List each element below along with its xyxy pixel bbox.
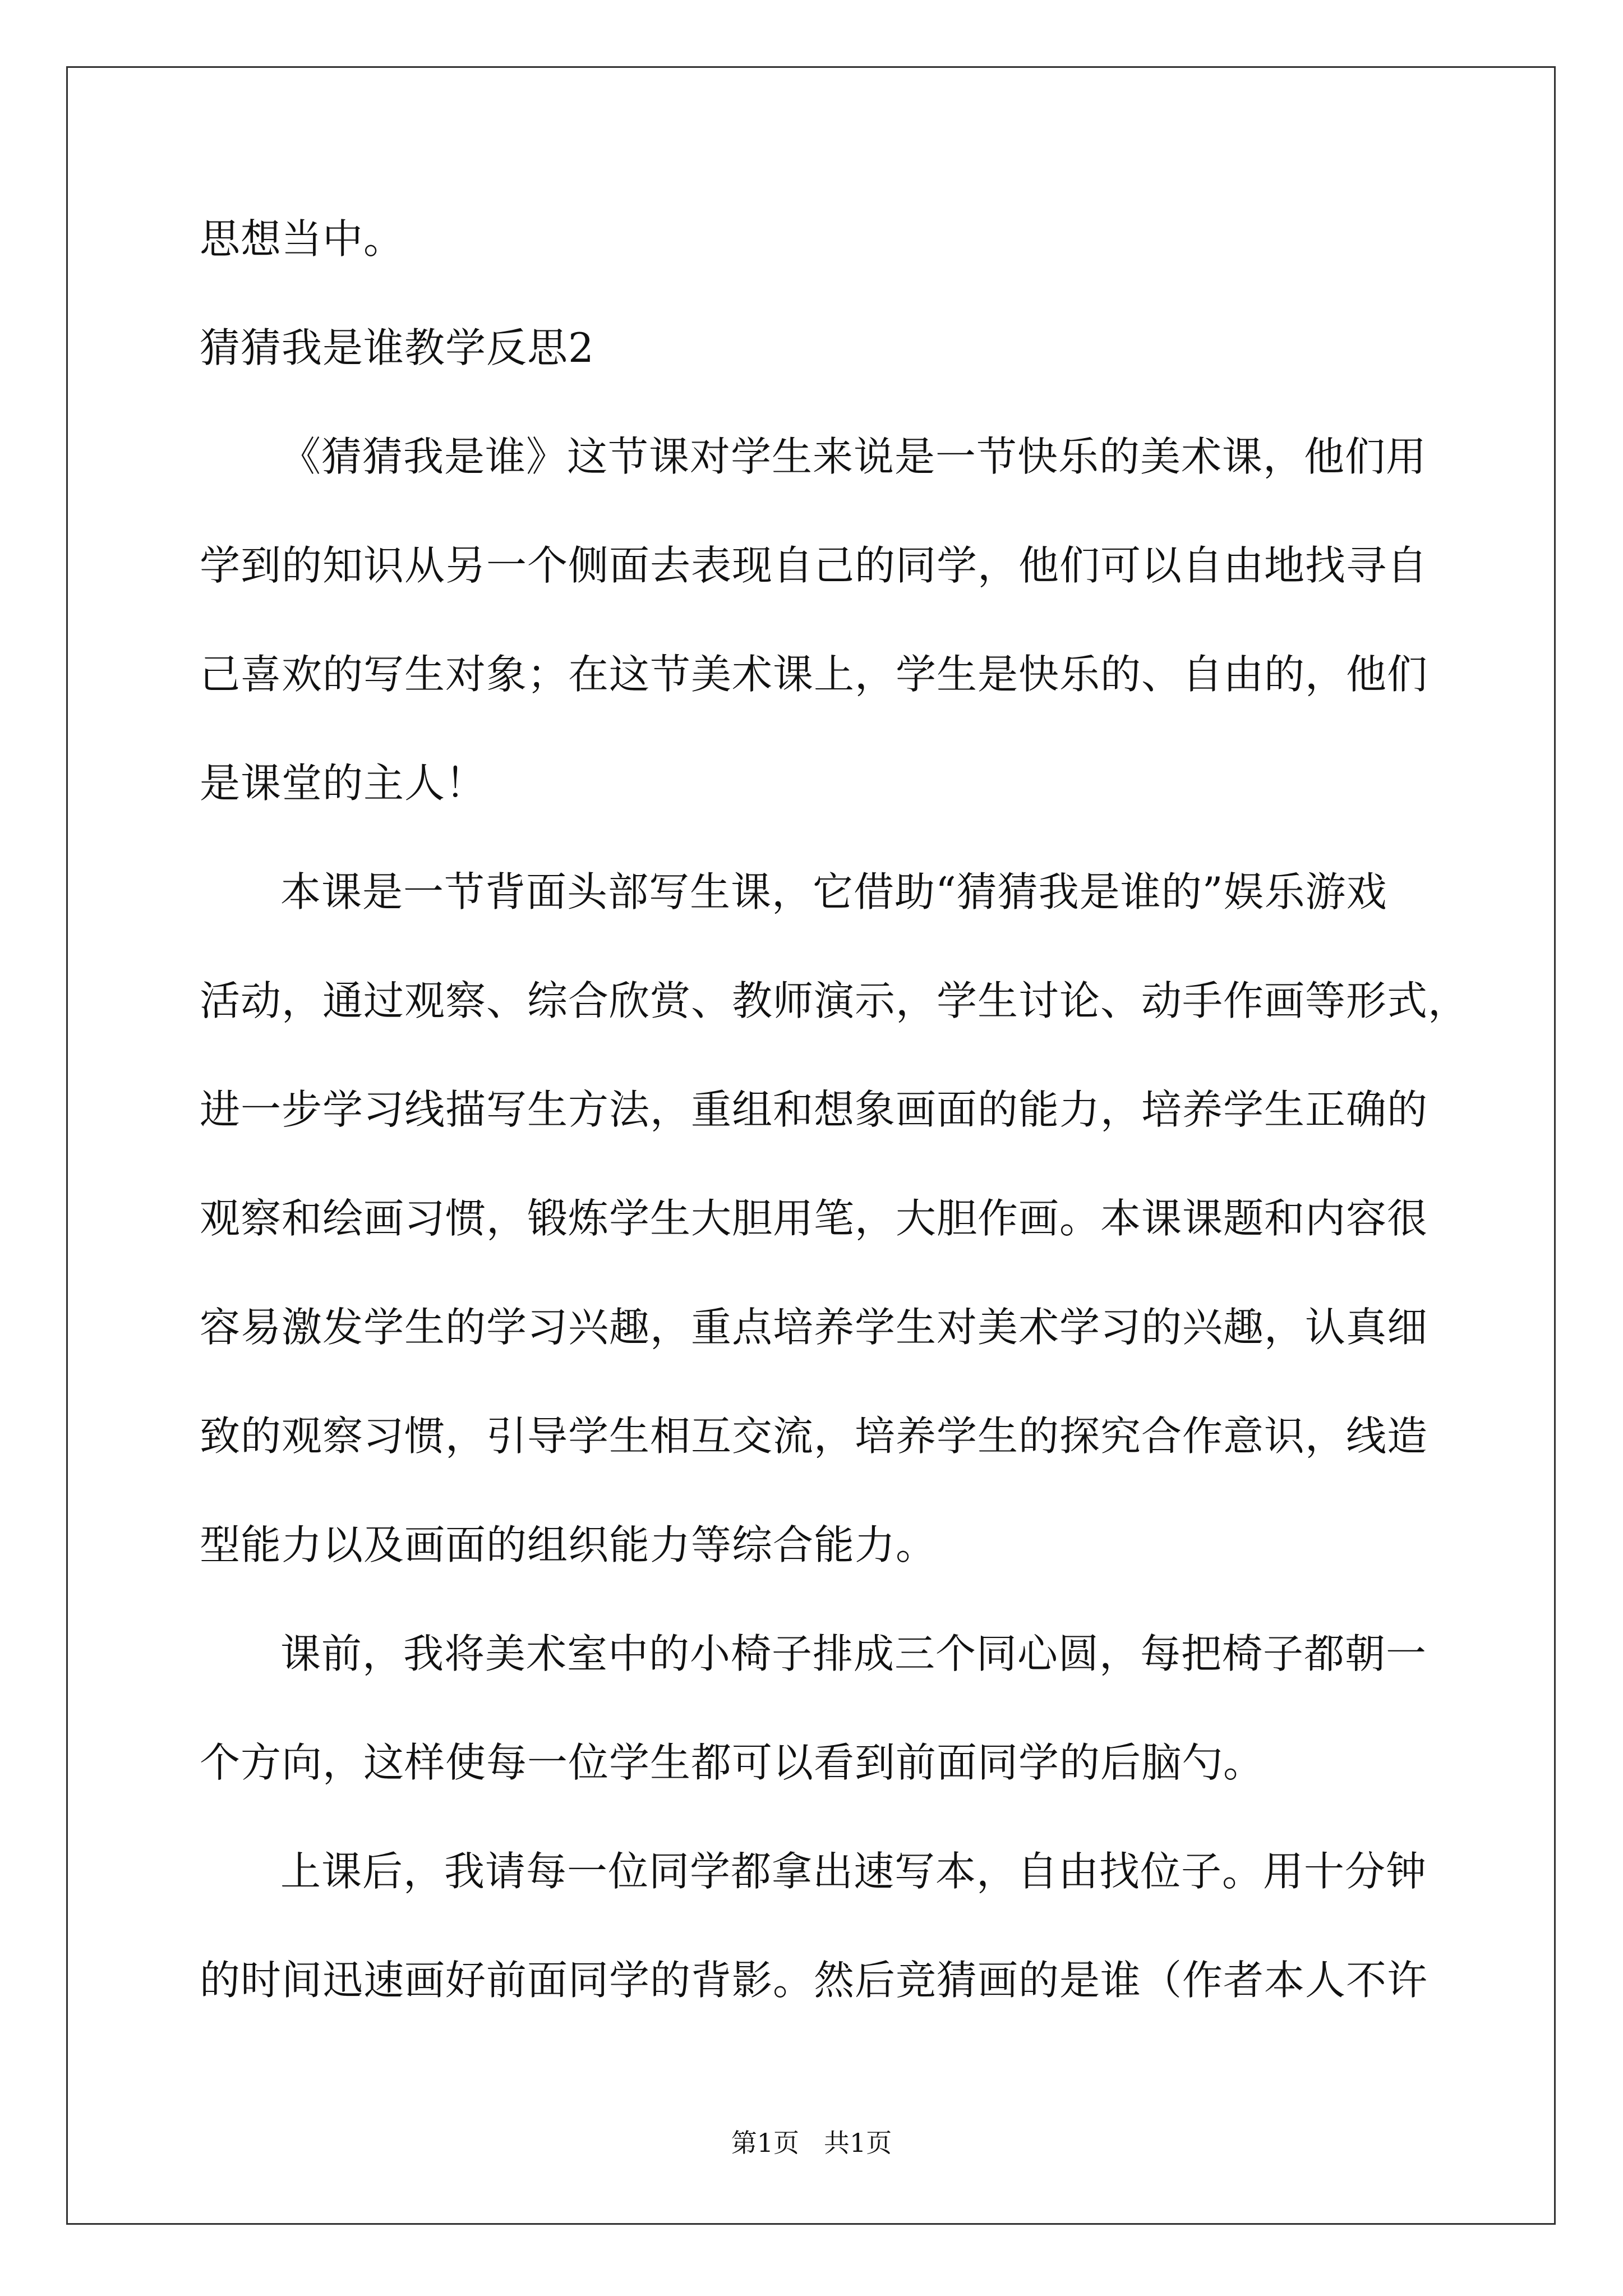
document-body [200,212,1469,2062]
text-line: 活动，通过观察、综合欣赏、教师演示，学生讨论、动手作画等形式， [200,977,1469,1024]
text-line: 课前，我将美术室中的小椅子排成三个同心圆，每把椅子都朝一 [280,1630,1427,1677]
section-title: 猜猜我是谁教学反思2 [200,324,594,371]
page-number: 第1页 [731,2128,799,2158]
text-line: 进一步学习线描写生方法，重组和想象画面的能力，培养学生正确的 [200,1086,1428,1133]
text-line: 容易激发学生的学习兴趣，重点培养学生对美术学习的兴趣，认真细 [200,1304,1428,1351]
text-line: 《猜猜我是谁》这节课对学生来说是一节快乐的美术课，他们用 [280,433,1427,480]
text-line: 上课后，我请每一位同学都拿出速写本，自由找位子。用十分钟 [280,1848,1427,1895]
page-total: 共1页 [824,2128,892,2158]
text-line: 本课是一节背面头部写生课，它借助“猜猜我是谁的”娱乐游戏 [280,868,1387,915]
text-line: 的时间迅速画好前面同学的背影。然后竞猜画的是谁（作者本人不许 [200,1957,1428,2004]
text-line: 是课堂的主人！ [200,760,487,807]
page-footer [0,2126,1623,2160]
text-line: 思想当中。 [200,215,405,263]
text-line: 己喜欢的写生对象；在这节美术课上，学生是快乐的、自由的，他们 [200,651,1428,698]
text-line: 个方向，这样使每一位学生都可以看到前面同学的后脑勺。 [200,1739,1265,1786]
text-line: 型能力以及画面的组织能力等综合能力。 [200,1521,937,1568]
text-line: 学到的知识从另一个侧面去表现自己的同学，他们可以自由地找寻自 [200,542,1428,589]
text-line: 致的观察习惯，引导学生相互交流，培养学生的探究合作意识，线造 [200,1412,1428,1460]
text-line: 观察和绘画习惯，锻炼学生大胆用笔，大胆作画。本课课题和内容很 [200,1195,1428,1242]
